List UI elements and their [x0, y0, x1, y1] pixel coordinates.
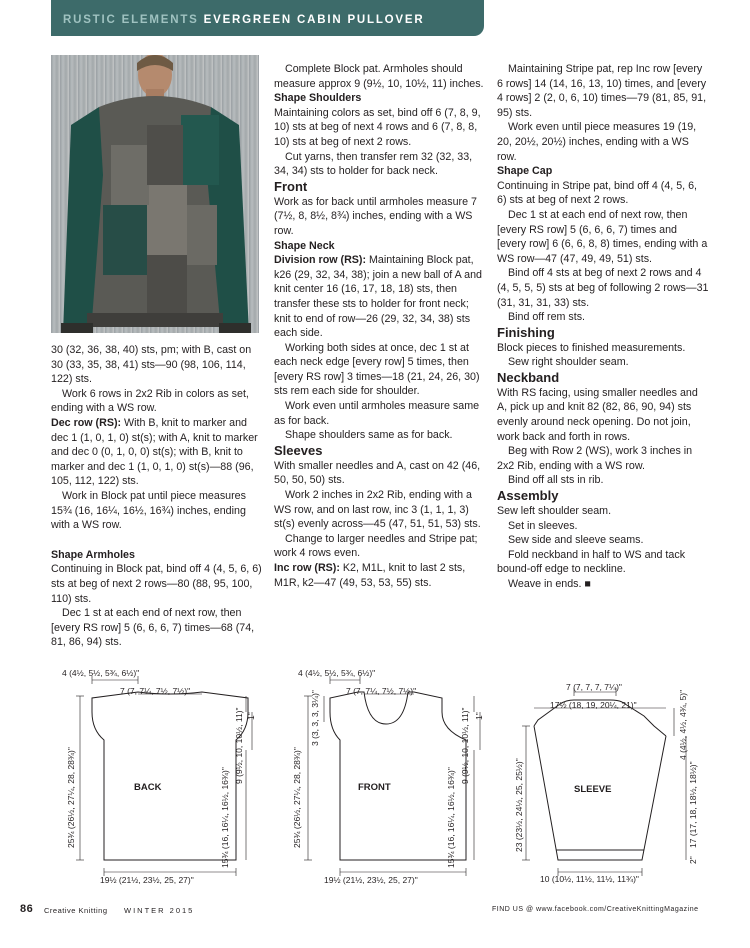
paragraph: Continuing in Stripe pat, bind off 4 (4, 5, 6, 6) sts at beg of next 2 rows. — [497, 179, 698, 207]
paragraph: Sew right shoulder seam. — [508, 356, 629, 369]
paragraph: Continuing in Block pat, bind off 4 (4, 5, 6, 6) sts at beg of next 2 rows—80 (88, 95, 100, 110) sts. — [51, 563, 262, 605]
paragraph: Sew side and sleeve seams. — [508, 534, 644, 547]
back-neck-dim: 7 (7, 7¼, 7½, 7½)" — [120, 686, 191, 696]
sleeve-cuff-dim: 2" — [688, 856, 698, 864]
paragraph: Bind off rem sts. — [508, 311, 586, 324]
back-shoulder-dim: 4 (4½, 5½, 5¾, 6½)" — [62, 668, 140, 678]
sleeve-upper-width-dim: 17½ (18, 19, 20¼, 21)" — [550, 700, 637, 710]
paragraph: Change to larger needles and Stripe pat; work 4 rows even. — [274, 532, 478, 560]
subheading: Shape Neck — [274, 239, 335, 252]
sleeve-schematic — [514, 680, 704, 890]
paragraph: Dec 1 st at each end of next row, then [every RS row] 5 (6, 6, 6, 7) times and [every row] 6 (6, 6, 8, 8) times, ending with a WS row—47 (47, 49, 49, 51) sts. — [497, 208, 708, 265]
paragraph: Maintaining colors as set, bind off 6 (7, 8, 9, 10) sts at beg of next 4 rows and 6 (7, 8, 8, 10) sts at beg of next 2 rows. — [274, 106, 481, 148]
paragraph: Inc row (RS): K2, M1L, knit to last 2 sts, M1R, k2—47 (49, 53, 53, 55) sts. — [274, 562, 466, 589]
back-width-dim: 19½ (21½, 23½, 25, 27)" — [100, 875, 194, 885]
paragraph: Weave in ends. ■ — [508, 578, 591, 590]
paragraph: Bind off all sts in rib. — [508, 474, 604, 487]
front-body-dim: 15¾ (16, 16¼, 16½, 16¾)" — [446, 767, 456, 868]
paragraph: Dec row (RS): With B, knit to marker and dec 1 (1, 0, 1, 0) st(s); with A, knit to marker and dec 0 (0, 1, 0, 0) st(s); with B, knit to marker and dec 1 (1, 0, 1, 0) st(s)—88 (96, 105, 112, 122) sts. — [51, 416, 258, 488]
back-armhole-dim: 9 (9½, 10, 10½, 11)" — [234, 707, 244, 784]
section-heading: Front — [274, 178, 308, 194]
front-neck-depth-dim: 3 (3, 3, 3, 3¼)" — [310, 690, 320, 746]
sleeve-cuff-width-dim: 10 (10½, 11½, 11½, 11¾)" — [540, 874, 639, 884]
back-label: BACK — [134, 782, 162, 793]
back-body-dim: 15¾ (16, 16¼, 16½, 16¾)" — [220, 767, 230, 868]
header-title: EVERGREEN CABIN PULLOVER — [203, 14, 425, 26]
back-schematic — [60, 660, 260, 890]
paragraph: Complete Block pat. Armholes should measure approx 9 (9½, 10, 10½, 11) inches. — [274, 63, 484, 90]
header-series: RUSTIC ELEMENTS — [63, 14, 199, 26]
section-heading: Assembly — [497, 488, 559, 504]
back-length-dim: 25¾ (26½, 27¼, 28, 28¾)" — [66, 747, 76, 848]
paragraph: Work 6 rows in 2x2 Rib in colors as set, ending with a WS row. — [51, 387, 249, 415]
front-armhole-dim: 9 (9½, 10, 10½, 11)" — [460, 707, 470, 784]
paragraph: Maintaining Stripe pat, rep Inc row [every 6 rows] 14 (14, 16, 13, 10) times, and [every 4 rows] 2 (2, 0, 6, 10) times—79 (81, 85, 91, 95) sts. — [497, 63, 707, 119]
section-heading: Finishing — [497, 324, 555, 340]
paragraph: With smaller needles and A, cast on 42 (46, 50, 50, 50) sts. — [274, 459, 481, 487]
paragraph: 30 (32, 36, 38, 40) sts, pm; with B, cast on 30 (33, 35, 38, 41) sts—90 (98, 106, 114, 122) sts. — [51, 344, 252, 386]
back-top-dim: 1" — [246, 712, 256, 720]
paragraph: Working both sides at once, dec 1 st at each neck edge [every row] 5 times, then [every RS row] 3 times—18 (21, 24, 26, 30) sts rem each side for shoulder. — [274, 341, 480, 398]
section-heading: Neckband — [497, 369, 560, 385]
section-header — [51, 0, 484, 36]
paragraph: Work in Block pat until piece measures 15¾ (16, 16¼, 16½, 16¾) inches, ending with a WS row. — [51, 489, 246, 532]
paragraph: Dec 1 st at each end of next row, then [every RS row] 5 (6, 6, 6, 7) times—68 (74, 81, 86, 94) sts. — [51, 607, 255, 649]
paragraph: Work 2 inches in 2x2 Rib, ending with a WS row, and on last row, inc 3 (1, 1, 1, 3) st(s) evenly across—45 (47, 51, 51, 53) sts. — [274, 489, 481, 531]
front-top-dim: 1" — [474, 712, 484, 720]
paragraph: Work even until armholes measure same as for back. — [274, 400, 480, 427]
front-label: FRONT — [358, 782, 391, 793]
subheading: Shape Cap — [497, 165, 553, 178]
paragraph: Sew left shoulder seam. — [497, 505, 612, 518]
subheading: Shape Armholes — [51, 548, 135, 561]
text-column-1 — [51, 343, 263, 650]
front-width-dim: 19½ (21½, 23½, 25, 27)" — [324, 875, 418, 885]
sleeve-length-dim: 23 (23½, 24½, 25, 25½)" — [514, 758, 524, 852]
paragraph: Shape shoulders same as for back. — [285, 429, 453, 442]
footer-issue: WINTER 2015 — [124, 906, 195, 915]
section-heading: Sleeves — [274, 442, 323, 458]
text-column-2 — [274, 62, 486, 590]
paragraph: Block pieces to finished measurements. — [497, 341, 686, 354]
sleeve-top-dim: 7 (7, 7, 7, 7¼)" — [566, 682, 622, 692]
footer-social: FIND US @ www.facebook.com/CreativeKnittingMagazine — [492, 906, 699, 913]
footer-magazine: Creative Knitting — [44, 906, 108, 915]
sweater-photo — [51, 55, 259, 333]
front-length-dim: 25¾ (26½, 27¼, 28, 28¾)" — [292, 747, 302, 848]
text-column-3 — [497, 62, 709, 592]
paragraph: Beg with Row 2 (WS), work 3 inches in 2x2 Rib, ending with a WS row. — [497, 445, 693, 472]
paragraph: With RS facing, using smaller needles and A, pick up and knit 82 (82, 86, 90, 94) sts evenly around neck opening. Do not join, work back and forth in rows. — [497, 386, 698, 443]
paragraph: Cut yarns, then transfer rem 32 (32, 33, 34, 34) sts to holder for back neck. — [274, 150, 473, 178]
header-text — [63, 14, 424, 26]
front-schematic — [288, 660, 488, 890]
sleeve-label: SLEEVE — [574, 784, 612, 795]
page-number: 86 — [20, 903, 34, 915]
subheading: Shape Shoulders — [274, 92, 362, 105]
sleeve-cap-dim: 4 (4½, 4½, 4¾, 5)" — [678, 689, 688, 760]
paragraph: Work as for back until armholes measure 7 (7½, 8, 8½, 8¾) inches, ending with a WS row. — [274, 195, 477, 237]
paragraph: Fold neckband in half to WS and tack bound-off edge to neckline. — [497, 548, 686, 576]
paragraph: Bind off 4 sts at beg of next 2 rows and 4 (4, 5, 5, 5) sts at beg of following 2 rows—31 (31, 31, 31, 33) sts. — [497, 267, 709, 309]
front-shoulder-dim: 4 (4½, 5½, 5¾, 6½)" — [298, 668, 376, 678]
paragraph: Work even until piece measures 19 (19, 20, 20½, 20½) inches, ending with a WS row. — [497, 121, 697, 163]
sleeve-body-dim: 17 (17, 18, 18½, 18½)" — [688, 761, 698, 848]
paragraph: Set in sleeves. — [508, 519, 578, 532]
front-neck-dim: 7 (7, 7¼, 7½, 7½)" — [346, 686, 417, 696]
paragraph: Division row (RS): Maintaining Block pat, k26 (29, 32, 34, 38); join a new ball of A and knit center 16 (16, 17, 18, 18) sts, then transfer these sts to holder for front neck; knit to end of row—26 (29, 32, 34, 38) sts each side. — [274, 254, 482, 340]
